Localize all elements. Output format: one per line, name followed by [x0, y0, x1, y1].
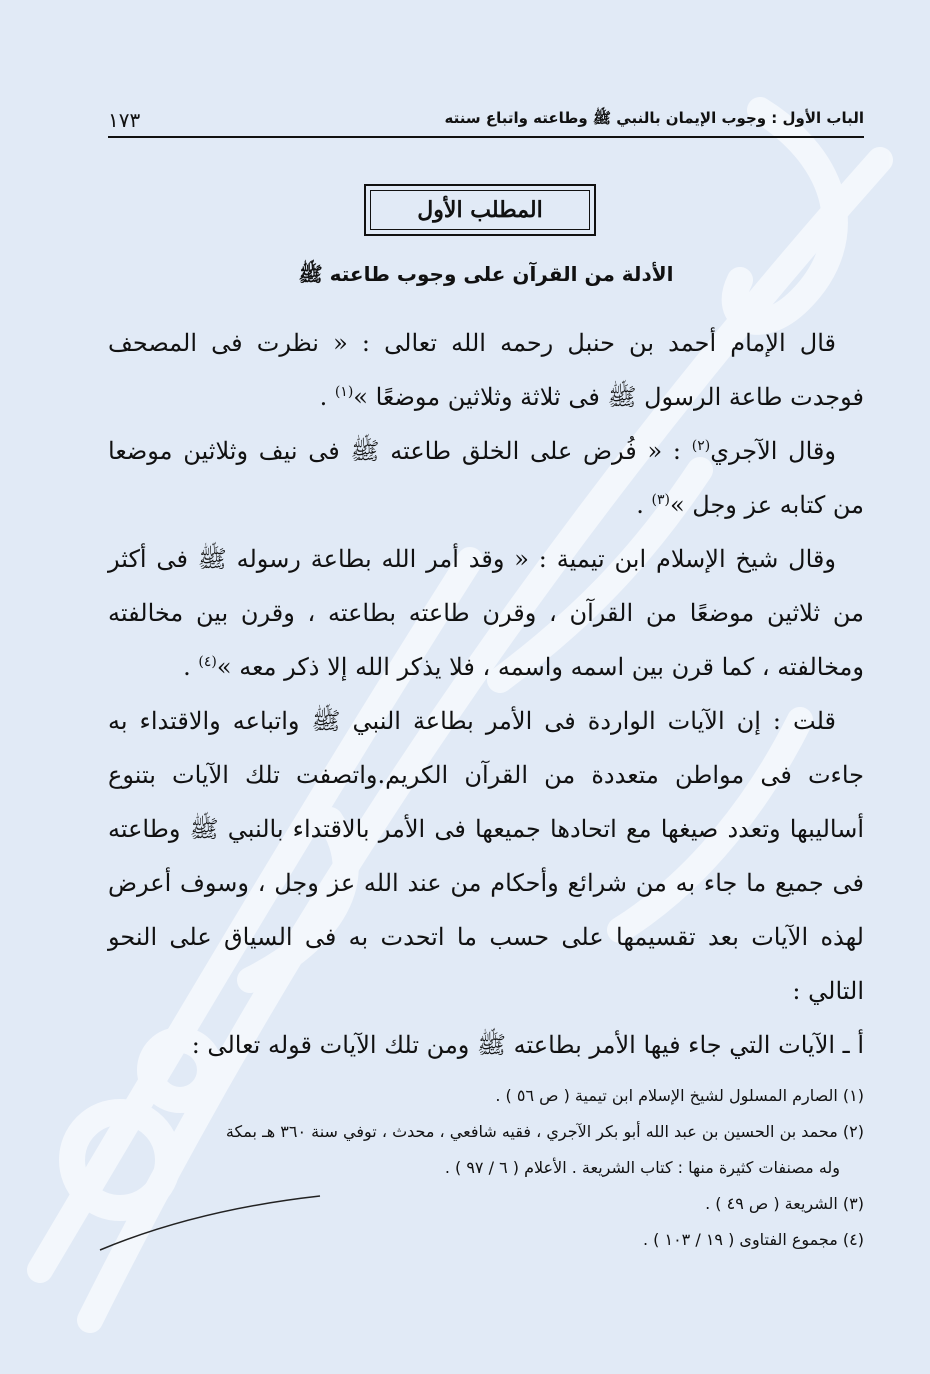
running-title: الباب الأول : وجوب الإيمان بالنبي ﷺ وطاعته واتباع سنته: [444, 109, 864, 127]
footnote-1: (١) الصارم المسلول لشيخ الإسلام ابن تيمية ( ص ٥٦ ) .: [495, 1086, 864, 1105]
paragraph-5: أ ـ الآيات التي جاء فيها الأمر بطاعته ﷺ ومن تلك الآيات قوله تعالى :: [191, 1031, 864, 1059]
running-header: [108, 104, 864, 138]
section-title-box: [364, 184, 596, 236]
paragraph-3: وقال شيخ الإسلام ابن تيمية : « وقد أمر الله بطاعة رسوله ﷺ فى أكثر من ثلاثين موضعًا من القرآن ، وقرن طاعته بطاعته ، وقرن بين مخالفته ومخالفته ، كما قرن بين اسمه واسمه ، فلا يذكر الله إلا ذكر معه »$^{(٤)}$ .: [108, 545, 864, 681]
paragraph-2: وقال الآجري$^{(٢)}$ : « فُرض على الخلق طاعته ﷺ فى نيف وثلاثين موضعا من كتابه عز وجل »$^{(٣)}$ .: [108, 437, 864, 519]
footnote-ref: (١): [334, 384, 354, 400]
footnote-ref: (٢): [691, 438, 711, 454]
footnote-3: (٣) الشريعة ( ص ٤٩ ) .: [705, 1194, 864, 1213]
footnote-2: (٢) محمد بن الحسين بن عبد الله أبو بكر الآجري ، فقيه شافعي ، محدث ، توفي سنة ٣٦٠ هـ بمكة: [225, 1122, 864, 1141]
section-title: المطلب الأول: [370, 190, 590, 230]
paragraph-4: قلت : إن الآيات الواردة فى الأمر بطاعة النبي ﷺ واتباعه والاقتداء به جاءت فى مواطن متعددة من القرآن الكريم.واتصفت تلك الآيات بتنوع أساليبها وتعدد صيغها مع اتحادها جميعها فى الأمر بالاقتداء بالنبي ﷺ وطاعته فى جميع ما جاء به من شرائع وأحكام من عند الله عز وجل ، وسوف أعرض لهذه الآيات بعد تقسيمها على حسب ما اتحدت به فى السياق على النحو التالي :: [108, 707, 864, 1005]
page-number: ١٧٣: [108, 108, 141, 132]
footnote-2-continued: وله مصنفات كثيرة منها : كتاب الشريعة . الأعلام ( ٦ / ٩٧ ) .: [444, 1158, 840, 1177]
paragraph-1: قال الإمام أحمد بن حنبل رحمه الله تعالى : « نظرت فى المصحف فوجدت طاعة الرسول ﷺ فى ثلاثة وثلاثين موضعًا »$^{(١)}$ .: [108, 329, 864, 411]
footnote-4: (٤) مجموع الفتاوى ( ١٩ / ١٠٣ ) .: [642, 1230, 864, 1249]
footnote-ref: (٣): [651, 492, 670, 508]
footnote-ref: (٤): [198, 654, 217, 670]
document-page: [108, 0, 864, 1374]
subheading: الأدلة من القرآن على وجوب طاعته ﷺ: [298, 262, 674, 286]
footnotes: [108, 1078, 864, 1258]
body-text: [108, 316, 864, 1072]
